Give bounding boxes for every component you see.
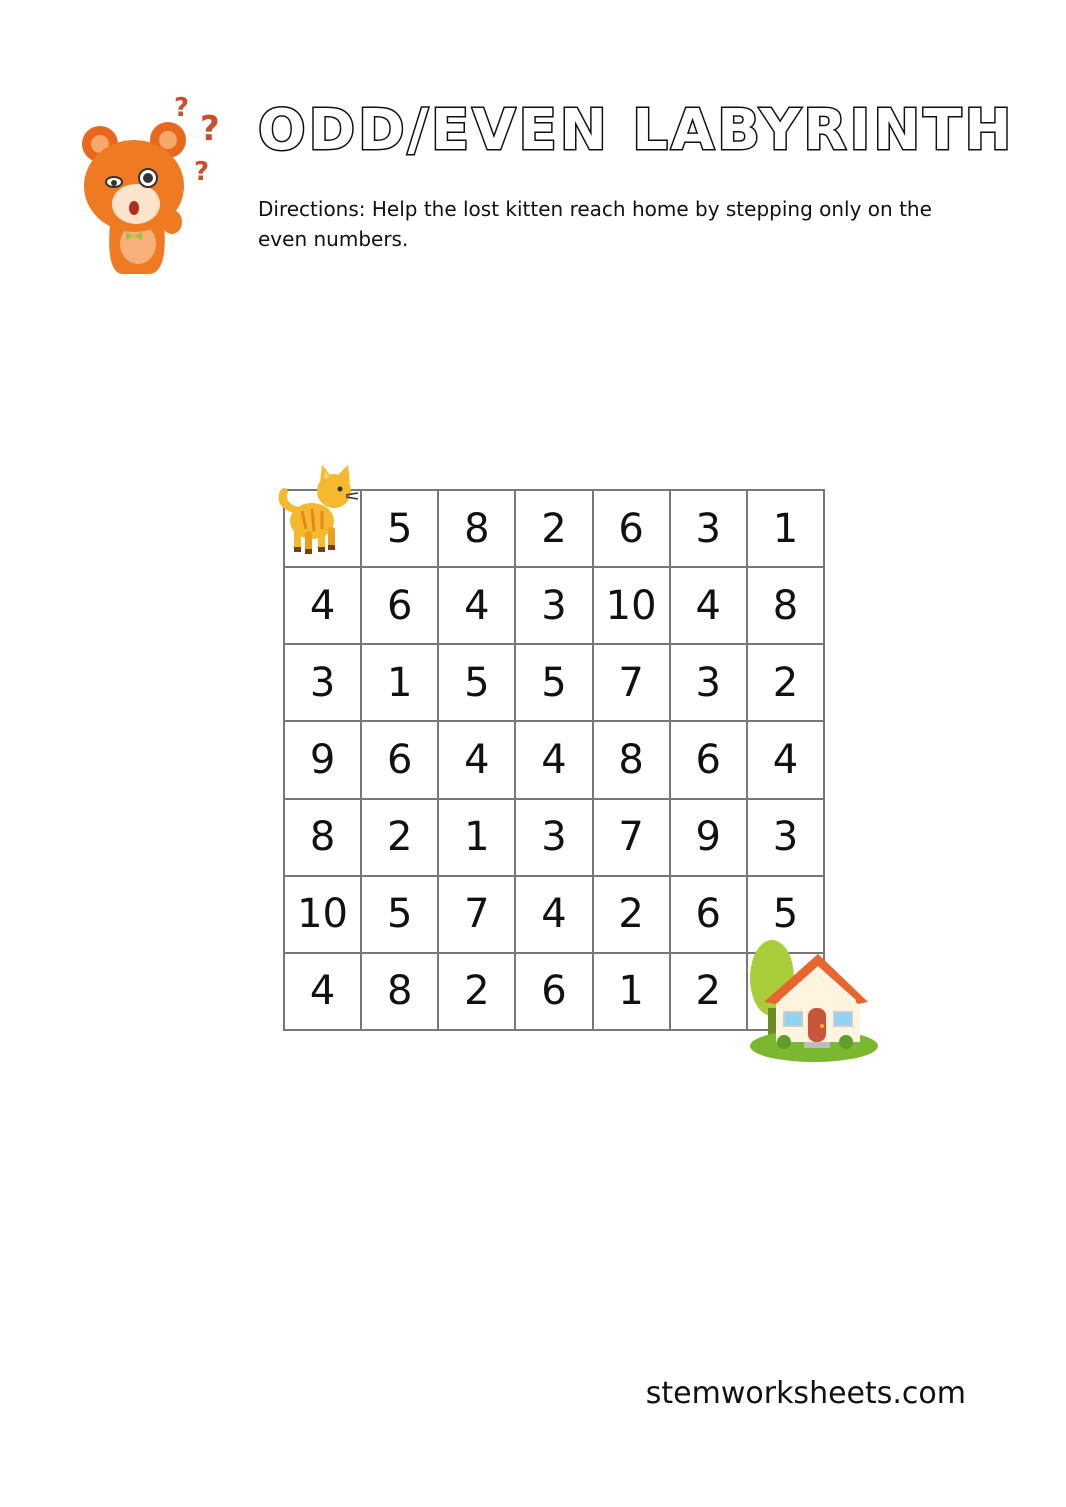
maze-cell[interactable]: 8 <box>594 722 671 799</box>
maze-cell[interactable]: 4 <box>748 722 825 799</box>
maze-cell[interactable]: 7 <box>594 800 671 877</box>
maze-cell[interactable]: 2 <box>671 954 748 1031</box>
maze-cell[interactable]: 8 <box>439 491 516 568</box>
maze-cell[interactable]: 3 <box>748 800 825 877</box>
page-title: ODD/EVEN LABYRINTH <box>258 98 1015 163</box>
maze-cell[interactable]: 3 <box>285 645 362 722</box>
maze-cell[interactable]: 3 <box>671 645 748 722</box>
maze-cell[interactable]: 2 <box>439 954 516 1031</box>
maze-cell[interactable]: 5 <box>362 491 439 568</box>
maze-cell[interactable]: 2 <box>594 877 671 954</box>
maze-cell[interactable]: 5 <box>748 877 825 954</box>
maze-cell[interactable]: 6 <box>362 568 439 645</box>
kitten-icon <box>272 463 360 559</box>
maze-cell[interactable]: 4 <box>439 568 516 645</box>
directions-text: Directions: Help the lost kitten reach home by stepping only on the even numbers. <box>258 197 932 251</box>
maze-cell[interactable]: 10 <box>285 877 362 954</box>
maze-cell[interactable]: 9 <box>671 800 748 877</box>
maze-cell[interactable]: 5 <box>439 645 516 722</box>
maze-cell[interactable]: 7 <box>439 877 516 954</box>
maze-cell[interactable]: 8 <box>285 800 362 877</box>
svg-text:?: ? <box>174 94 190 123</box>
svg-text:?: ? <box>200 109 220 149</box>
maze-cell[interactable]: 4 <box>285 568 362 645</box>
confused-bear-icon <box>76 94 236 280</box>
maze-cell[interactable]: 4 <box>285 954 362 1031</box>
maze-grid <box>283 489 825 1031</box>
maze-cell[interactable]: 1 <box>594 954 671 1031</box>
maze-cell[interactable]: 9 <box>285 722 362 799</box>
maze-cell[interactable]: 3 <box>516 800 593 877</box>
maze-cell[interactable]: 7 <box>594 645 671 722</box>
maze-cell[interactable]: 8 <box>362 954 439 1031</box>
maze-cell[interactable]: 6 <box>362 722 439 799</box>
maze-cell[interactable]: 4 <box>439 722 516 799</box>
site-url: stemworksheets.com <box>645 1376 966 1411</box>
maze-cell[interactable]: 6 <box>671 877 748 954</box>
maze-cell[interactable]: 1 <box>362 645 439 722</box>
maze-cell[interactable]: 1 <box>439 800 516 877</box>
maze-cell[interactable]: 2 <box>516 491 593 568</box>
maze-cell[interactable]: 2 <box>362 800 439 877</box>
maze-cell[interactable]: 6 <box>594 491 671 568</box>
maze-cell[interactable]: 5 <box>516 645 593 722</box>
maze-cell[interactable]: 2 <box>748 645 825 722</box>
maze-cell[interactable]: 4 <box>516 722 593 799</box>
maze-cell[interactable]: 10 <box>594 568 671 645</box>
maze-cell[interactable]: 6 <box>516 954 593 1031</box>
maze-cell[interactable]: 6 <box>671 722 748 799</box>
maze-cell[interactable]: 3 <box>516 568 593 645</box>
maze-cell[interactable]: 3 <box>671 491 748 568</box>
maze-cell[interactable]: 4 <box>516 877 593 954</box>
maze-cell[interactable]: 8 <box>748 568 825 645</box>
maze-cell[interactable]: 4 <box>671 568 748 645</box>
svg-text:?: ? <box>194 157 210 187</box>
house-icon <box>746 938 882 1064</box>
maze-cell[interactable]: 5 <box>362 877 439 954</box>
maze-cell[interactable]: 1 <box>748 491 825 568</box>
